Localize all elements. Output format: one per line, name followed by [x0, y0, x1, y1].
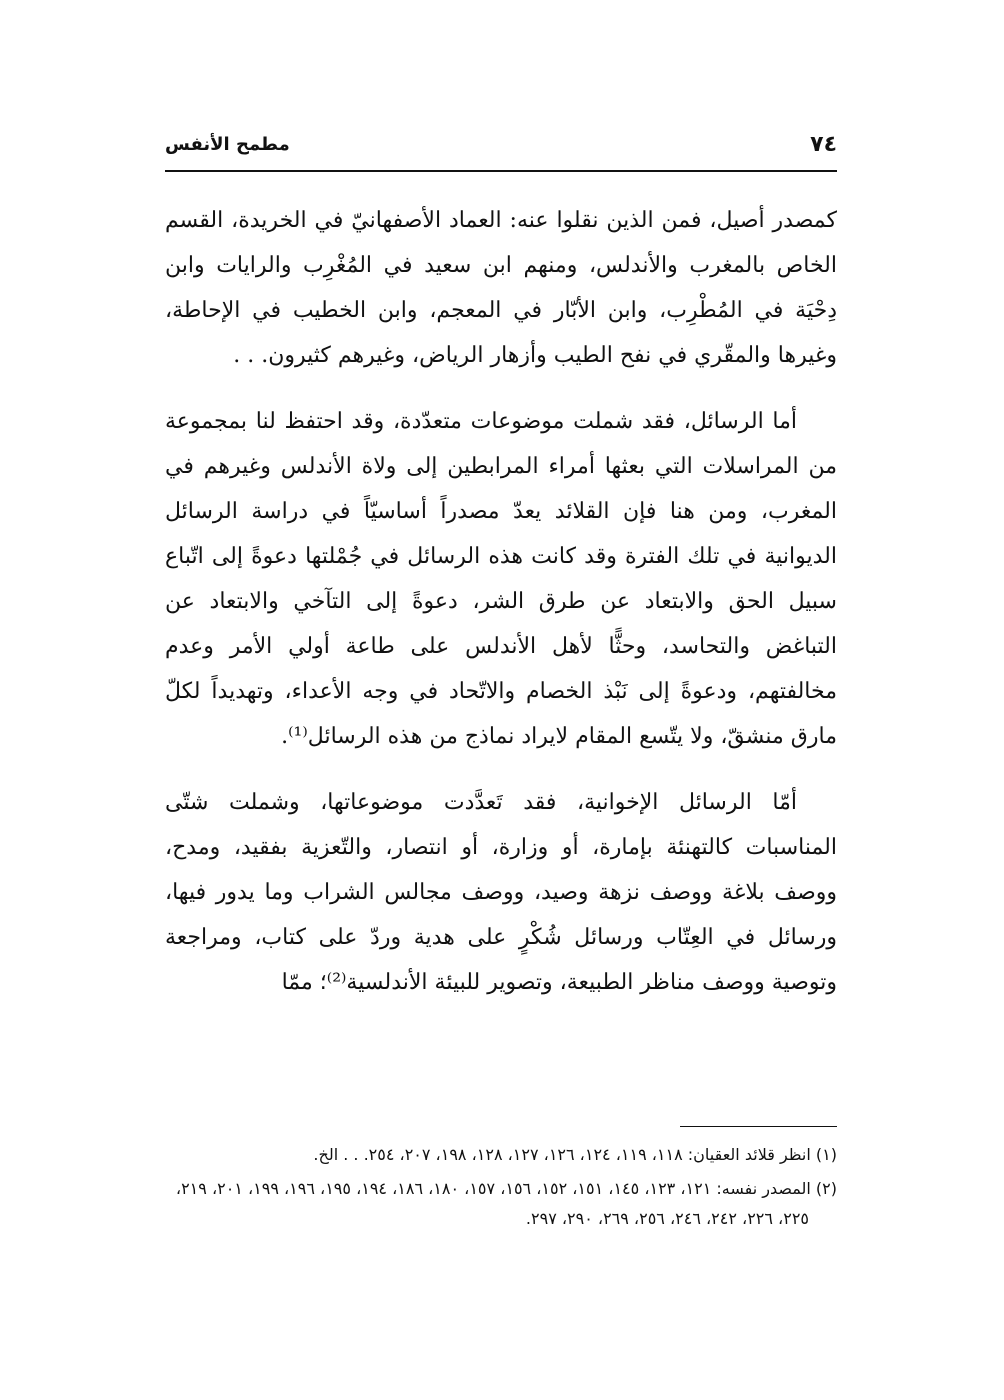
footnote: (٢) المصدر نفسه: ١٢١، ١٢٣، ١٤٥، ١٥١، ١٥٢، ١٥٦، ١٥٧، ١٨٠، ١٨٦، ١٩٤، ١٩٥، ١٩٦، ١٩٩، ٢٠١، ٢١٩، ٢٢٥، ٢٢٦، ٢٤٢، ٢٤٦، ٢٥٦، ٢٦٩، ٢٩٠، ٢٩٧. [175, 1179, 837, 1228]
footnotes [165, 1140, 837, 1238]
footnote-rule [680, 1126, 837, 1127]
page-number: ٧٤ [810, 132, 837, 157]
running-title: مطمح الأنفس [165, 134, 290, 155]
footnote: (١) انظر قلائد العقيان: ١١٨، ١١٩، ١٢٤، ١٢٦، ١٢٧، ١٢٨، ١٩٨، ٢٠٧، ٢٥٤. . . الخ. [313, 1145, 837, 1164]
paragraph: أما الرسائل، فقد شملت موضوعات متعدّدة، وقد احتفظ لنا بمجموعة من المراسلات التي بعثها أمراء المرابطين إلى ولاة الأندلس وغيرهم في المغرب، ومن هنا فإن القلائد يعدّ مصدراً أساسيّاً في دراسة الرسائل الديوانية في تلك الفترة وقد كانت هذه الرسائل في جُمْلتها دعوةً إلى اتّباع سبيل الحق والابتعاد عن طرق الشر، دعوةً إلى التآخي والابتعاد عن التباغض والتحاسد، وحثًّا لأهل الأندلس على طاعة أولي الأمر وعدم مخالفتهم، ودعوةً إلى نَبْذ الخصام والاتّحاد في وجه الأعداء، وتهديداً لكلّ مارق منشقّ، ولا يتّسع المقام لايراد نماذج من هذه الرسائل⁽¹⁾. [165, 409, 837, 749]
paragraph: أمّا الرسائل الإخوانية، فقد تَعدَّدت موضوعاتها، وشملت شتّى المناسبات كالتهنئة بإمارة، أو وزارة، أو انتصار، والتّعزية بفقيد، ومدح، ووصف بلاغة ووصف نزهة وصيد، ووصف مجالس الشراب وما يدور فيها، ورسائل في العِتّاب ورسائل شُكْرٍ على هدية وردّ على كتاب، ومراجعة وتوصية ووصف مناظر الطبيعة، وتصوير للبيئة الأندلسية⁽²⁾؛ ممّا [165, 790, 838, 995]
body-text [165, 198, 837, 1026]
header-rule [165, 170, 837, 172]
page-header [165, 128, 837, 168]
paragraph: كمصدر أصيل، فمن الذين نقلوا عنه: العماد الأصفهانيّ في الخريدة، القسم الخاص بالمغرب والأندلس، ومنهم ابن سعيد في المُغْرِب والرايات وابن دِحْيَة في المُطْرِب، وابن الأبّار في المعجم، وابن الخطيب في الإحاطة، وغيرها والمقّري في نفح الطيب وأزهار الرياض، وغيرهم كثيرون. . . [165, 208, 837, 368]
